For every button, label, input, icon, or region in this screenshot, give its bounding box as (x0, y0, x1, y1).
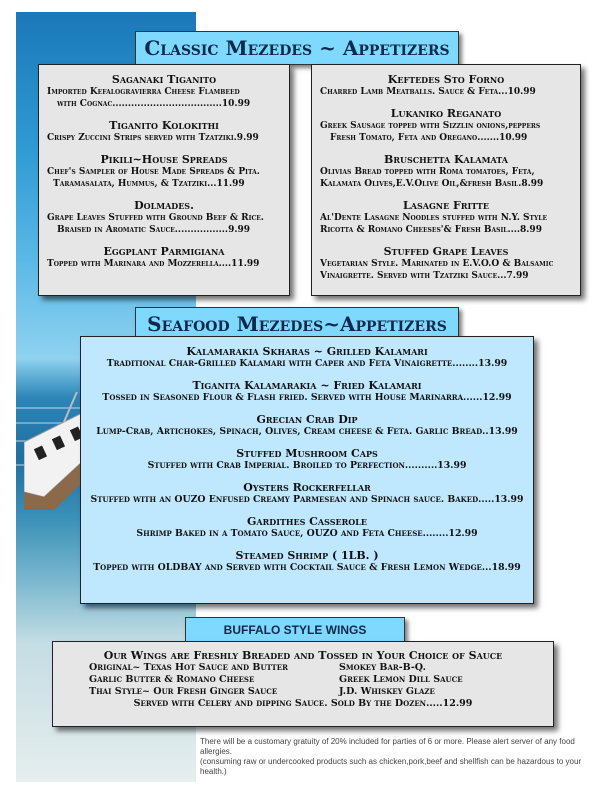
health-warning: (consuming raw or undercooked products such as chicken,pork,beef and shellfish can be hazardous to your health.) (200, 757, 582, 776)
item-desc: Kalamata Olives,E.V.Olive Oil,&fresh Basil.8.99 (320, 179, 544, 189)
item-desc: Vinaigrette. Served with Tzatziki Sauce...7.99 (320, 271, 529, 281)
wings-row (89, 662, 553, 674)
wings-sauce: Thai Style~ Our Fresh Ginger Sauce (89, 686, 278, 697)
list-item (87, 447, 527, 472)
item-desc: Al'Dente Lasagne Noodles stuffed with N.Y. Style (320, 213, 548, 223)
list-item (320, 153, 572, 190)
list-item (47, 245, 281, 270)
item-name: Kalamarakia Skharas ~ Grilled Kalamari (186, 345, 428, 358)
item-name: Tiganita Kalamarakia ~ Fried Kalamari (192, 379, 422, 392)
item-desc: Taramasalata, Hummus, & Tzatziki...11.99 (53, 179, 245, 189)
item-desc: Ricotta & Romano Cheeses'& Fresh Basil....8.99 (320, 225, 542, 235)
list-item (87, 549, 527, 574)
list-item (320, 245, 572, 282)
item-desc: Stuffed with an OUZO Enfused Creamy Parmesean and Spinach sauce. Baked.....13.99 (90, 494, 524, 505)
item-desc: Greek Sausage topped with Sizzlin onions,peppers (320, 121, 541, 131)
wings-sauce: J.D. Whiskey Glaze (339, 686, 435, 697)
item-desc: Fresh Tomato, Feta and Oregano.......10.99 (330, 133, 528, 143)
list-item (87, 413, 527, 438)
item-name: Dolmades. (134, 199, 194, 212)
classic-title-banner (135, 31, 459, 65)
item-name: Lukaniko Reganato (390, 107, 502, 120)
item-name: Stuffed Mushroom Caps (236, 447, 378, 460)
item-name: Keftedes Sto Forno (387, 73, 505, 86)
allergy-notice (200, 737, 600, 777)
list-item (87, 515, 527, 540)
item-desc: Traditional Char-Grilled Kalamari with Caper and Feta Vinaigrette........13.99 (106, 358, 508, 369)
item-desc: Braised in Aromatic Sauce.................9.99 (57, 225, 250, 235)
list-item (320, 73, 572, 98)
wings-panel (52, 641, 554, 727)
classic-left-panel (38, 64, 290, 296)
wings-title-banner (185, 617, 405, 643)
item-name: Oysters Rockerfellar (243, 481, 371, 494)
seafood-title: Seafood Mezedes~Appetizers (147, 312, 447, 336)
wings-sauce: Greek Lemon Dill Sauce (339, 674, 463, 685)
item-name: Tiganito Kolokithi (109, 119, 219, 132)
list-item (47, 153, 281, 190)
list-item (320, 199, 572, 236)
list-item (87, 481, 527, 506)
item-name: Saganaki Tiganito (111, 73, 217, 86)
wings-footer: Served with Celery and dipping Sauce. Sold By the Dozen.....12.99 (133, 698, 473, 709)
item-name: Steamed Shrimp ( 1LB. ) (235, 549, 379, 562)
item-desc: Topped with Marinara and Mozzerella....11.99 (47, 259, 260, 269)
classic-right-panel (311, 64, 581, 296)
wings-row (89, 674, 553, 686)
item-desc: Topped with OLDBAY and Served with Cocktail Sauce & Fresh Lemon Wedge...18.99 (93, 562, 521, 573)
classic-title: Classic Mezedes ~ Appetizers (144, 36, 450, 60)
item-name: Grecian Crab Dip (256, 413, 358, 426)
item-name: Eggplant Parmigiana (103, 245, 225, 258)
list-item (47, 73, 281, 110)
item-name: Bruschetta Kalamata (384, 153, 508, 166)
wings-title: BUFFALO STYLE WINGS (223, 623, 367, 637)
wings-row (89, 686, 553, 698)
item-desc: Chef's Sampler of House Made Spreads & Pita. (47, 167, 260, 177)
wings-intro: Our Wings are Freshly Breaded and Tossed in Your Choice of Sauce (103, 649, 503, 662)
gratuity-notice: There will be a customary gratuity of 20% included for parties of 6 or more. Please alert server of any food allergies. (200, 737, 575, 756)
wings-sauce: Original~ Texas Hot Sauce and Butter (89, 662, 288, 673)
item-desc: Olivias Bread topped with Roma tomatoes, Feta, (320, 167, 535, 177)
item-desc: Charred Lamb Meatballs. Sauce & Feta...10.99 (320, 87, 536, 97)
list-item (87, 379, 527, 404)
item-desc: Stuffed with Crab Imperial. Broiled to Perfection..........13.99 (147, 460, 467, 471)
item-name: Gardithes Casserole (247, 515, 367, 528)
wings-sauce: Smokey Bar-B-Q. (339, 662, 426, 673)
item-desc: Lump-Crab, Artichokes, Spinach, Olives, Cream cheese & Feta. Garlic Bread..13.99 (96, 426, 518, 437)
item-name: Pikili~House Spreads (100, 153, 228, 166)
list-item (87, 345, 527, 370)
item-desc: Grape Leaves Stuffed with Ground Beef & Rice. (47, 213, 264, 223)
item-desc: Vegetarian Style. Marinated in E.V.O.O & Balsamic (320, 259, 554, 269)
item-desc: with Cognac...................................10.99 (57, 99, 251, 109)
list-item (47, 199, 281, 236)
item-name: Stuffed Grape Leaves (383, 245, 509, 258)
item-desc: Crispy Zuccini Strips served with Tzatziki.9.99 (47, 133, 259, 143)
list-item (47, 119, 281, 144)
list-item (320, 107, 572, 144)
seafood-panel (80, 336, 534, 604)
item-desc: Imported Kefalogravierra Cheese Flambeed (47, 87, 240, 97)
item-desc: Shrimp Baked in a Tomato Sauce, OUZO and Feta Cheese........12.99 (136, 528, 478, 539)
wings-sauce: Garlic Butter & Romano Cheese (89, 674, 255, 685)
item-desc: Tossed in Seasoned Flour & Flash fried. Served with House Marinarra......12.99 (102, 392, 512, 403)
item-name: Lasagne Fritte (403, 199, 489, 212)
